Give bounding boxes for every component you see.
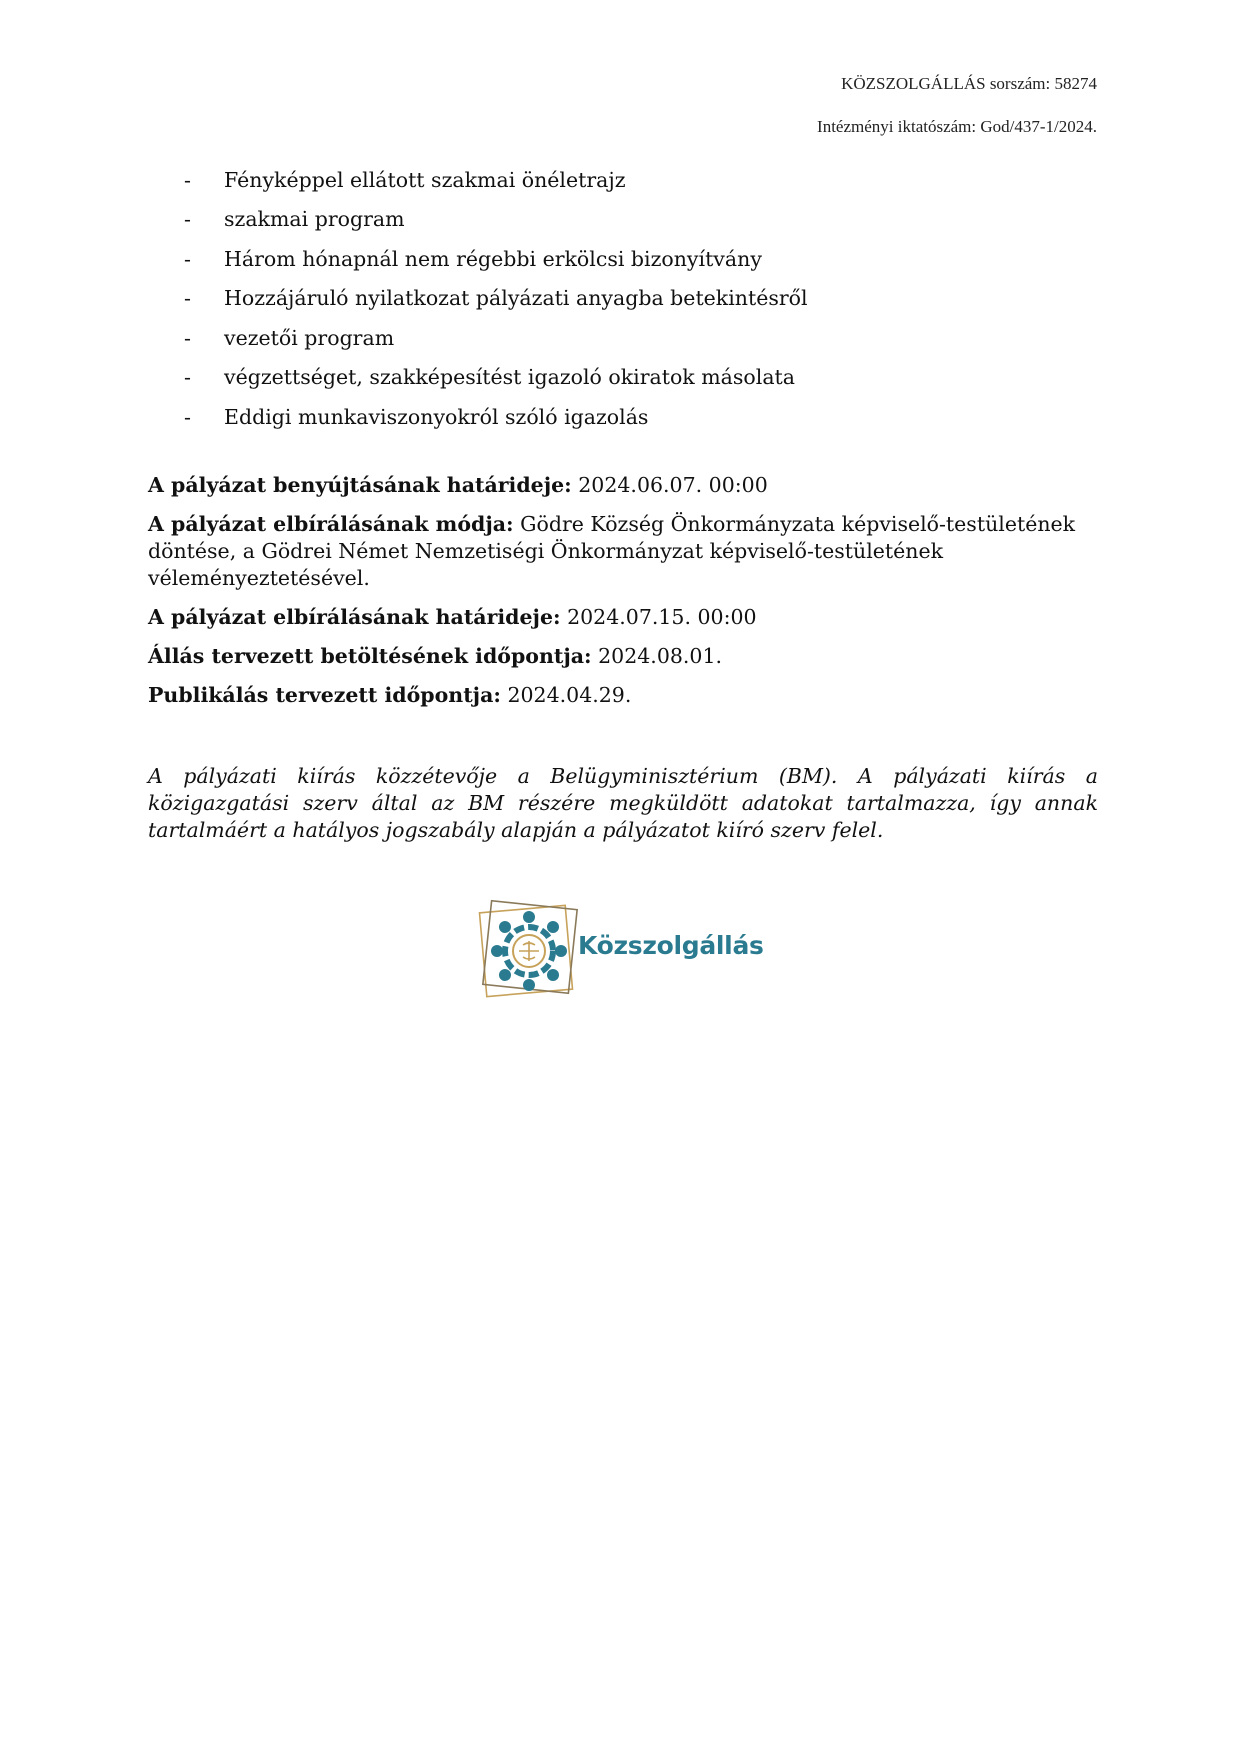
list-marker: - [184, 286, 191, 311]
field-value: 2024.08.01. [598, 644, 723, 668]
required-documents-list [184, 160, 808, 437]
document-item-label: vezetői program [224, 325, 395, 350]
list-marker: - [184, 404, 191, 429]
field-label: Publikálás tervezett időpontja: [148, 683, 501, 707]
document-item-label: Hozzájáruló nyilatkozat pályázati anyagba betekintésről [224, 286, 808, 311]
field-label: Állás tervezett betöltésének időpontja: [148, 644, 592, 668]
document-item-label: Eddigi munkaviszonyokról szóló igazolás [224, 404, 649, 429]
list-marker: - [184, 325, 191, 350]
list-marker: - [184, 167, 191, 192]
list-item [184, 279, 808, 319]
field-value: 2024.04.29. [507, 683, 632, 707]
list-marker: - [184, 207, 191, 232]
field-value: 2024.06.07. 00:00 [578, 473, 768, 497]
evaluation-method [148, 511, 1098, 592]
field-value: Gödre Község Önkormányzata képviselő-testületének döntése, a Gödrei Német Nemzetiségi Önkormányzat képviselő-testületének véleményeztetésével. [148, 512, 1076, 590]
field-value: 2024.07.15. 00:00 [567, 605, 757, 629]
planned-publication-date [148, 682, 1098, 709]
submission-deadline [148, 472, 1098, 499]
logo-wordmark: Közszolgállás [578, 931, 764, 960]
list-item [184, 239, 808, 279]
field-label: A pályázat elbírálásának módja: [148, 512, 514, 536]
list-item [184, 160, 808, 200]
planned-start-date [148, 643, 1098, 670]
kozszolgallas-emblem-icon [473, 895, 583, 1005]
document-item-label: végzettséget, szakképesítést igazoló okiratok másolata [224, 365, 795, 390]
list-item [184, 318, 808, 358]
list-marker: - [184, 246, 191, 271]
list-item [184, 397, 808, 437]
list-item [184, 358, 808, 398]
list-marker: - [184, 365, 191, 390]
document-item-label: Három hónapnál nem régebbi erkölcsi bizonyítvány [224, 246, 762, 271]
kozszolgallas-logo [473, 895, 793, 1005]
field-label: A pályázat elbírálásának határideje: [148, 605, 561, 629]
institution-file-number: Intézményi iktatószám: God/437-1/2024. [817, 117, 1097, 136]
document-item-label: Fényképpel ellátott szakmai önéletrajz [224, 167, 626, 192]
document-serial-number: KÖZSZOLGÁLLÁS sorszám: 58274 [841, 74, 1097, 93]
application-details [148, 472, 1098, 721]
evaluation-deadline [148, 604, 1098, 631]
publisher-disclaimer: A pályázati kiírás közzétevője a Belügyminisztérium (BM). A pályázati kiírás a közigazgatási szerv által az BM részére megküldött adatokat tartalmazza, így annak tartalmáért a hatályos jogszabály alapján a pályázatot kiíró szerv felel. [148, 764, 1098, 842]
list-item [184, 200, 808, 240]
field-label: A pályázat benyújtásának határideje: [148, 473, 572, 497]
document-item-label: szakmai program [224, 207, 405, 232]
